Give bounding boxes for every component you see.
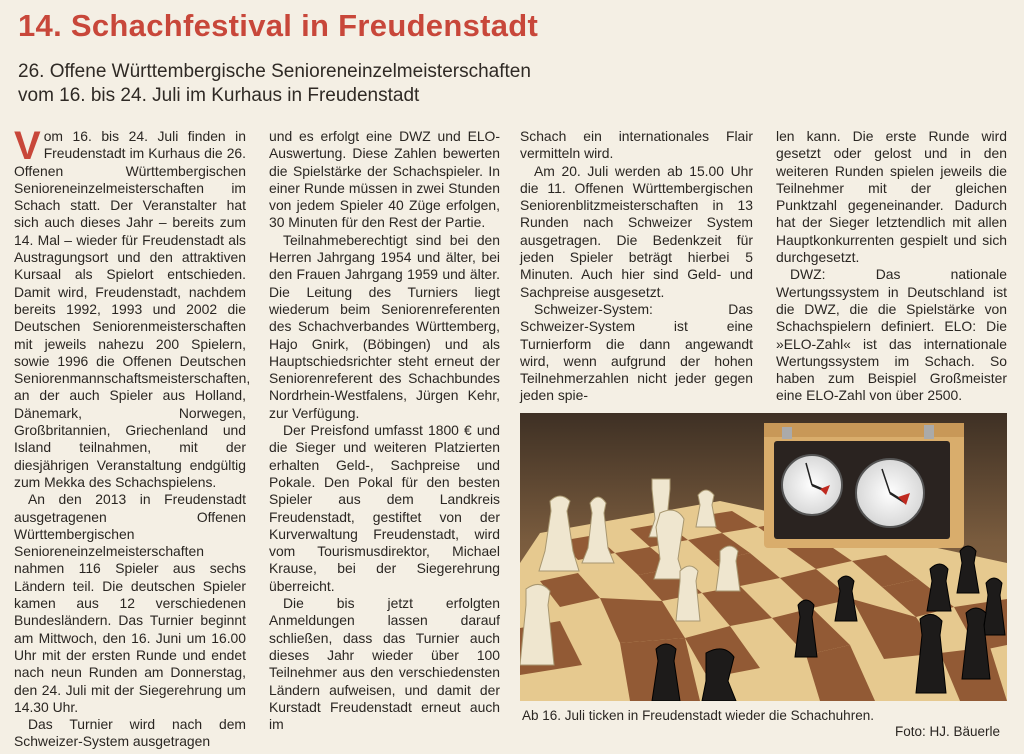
white-pawn bbox=[696, 490, 716, 527]
white-pawn bbox=[676, 566, 700, 621]
subheadline-line-2: vom 16. bis 24. Juli im Kurhaus in Freudenstadt bbox=[18, 85, 420, 106]
text-column-4 bbox=[776, 128, 1007, 405]
paragraph: Am 20. Juli werden ab 15.00 Uhr die 11. Offenen Württembergischen Seniorenblitzmeisterschaften in 13 Runden nach Schweizer System ausgetragen. Die Bedenkzeit für jeden Spieler beträgt hierbei 5 Minuten. Auch hier sind Geld- und Sachpreise ausgesetzt. bbox=[520, 162, 753, 300]
headline: 14. Schachfestival in Freudenstadt bbox=[18, 8, 539, 43]
black-pawn bbox=[835, 576, 857, 621]
chess-board-image bbox=[520, 413, 1007, 701]
paragraph: DWZ: Das nationale Wertungssystem in Deutschland ist die DWZ, die die Spielstärke von Schachspielern definiert. ELO: Die »ELO-Zahl« ist das internationale Wertungssystem im Schach. So haben zum Beispiel Großmeister eine ELO-Zahl von über 2500. bbox=[776, 266, 1007, 404]
text-column-3 bbox=[520, 128, 753, 405]
white-knight bbox=[654, 510, 684, 579]
chess-photo bbox=[520, 413, 1007, 701]
paragraph: len kann. Die erste Runde wird gesetzt oder gelost und in den weiteren Runden spielen jeweils die Teilnehmer mit der gleichen Punktzahl gegeneinander. Dadurch hat der Sieger letztendlich mit allen Hauptkonkurrenten gespielt und sich durchgesetzt. bbox=[776, 128, 1007, 266]
paragraph-text: om 16. bis 24. Juli finden in Freudenstadt im Kurhaus die 26. Offenen Württembergischen Senioreneinzelmeisterschaften im Schach statt. Der Veranstalter hat sich auch dieses Jahr – bereits zum 14. Mal – wieder für Freudenstadt als Austragungsort und den attraktiven Kursaal als Spielort entschieden. Damit wird, Freudenstadt, nachdem bereits 1992, 1993 und 2002 die Deutschen Seniorenmeisterschaften mit jeweils nahezu 200 Spielern, sowie 1996 die Offenen Deutschen Seniorenmannschaftsmeisterschaften, an der auch Spieler aus Holland, Dänemark, Norwegen, Großbritannien, Griechenland und Island teilnahmen, mit der diesjährigen Veranstaltung endgültig zum Mekka des Schachspielens. bbox=[14, 128, 251, 490]
chess-clock bbox=[764, 423, 964, 548]
black-pawn bbox=[652, 644, 680, 701]
paragraph: Die bis jetzt erfolgten Anmeldungen lassen darauf schließen, dass das Turnier auch dieses Jahr wieder über 100 Teilnehmer aus den verschiedensten Ländern aufweisen, und damit der Kurstadt Freudenstadt erneut auch im bbox=[269, 595, 500, 733]
paragraph: und es erfolgt eine DWZ und ELO-Auswertung. Diese Zahlen bewerten die Spielstärke der Schachspieler. In einer Runde müssen in zwei Stunden von jedem Spieler 40 Züge erfolgen, 30 Minuten für den Rest der Partie. bbox=[269, 128, 500, 231]
black-pawn bbox=[983, 578, 1005, 635]
text-column-2 bbox=[269, 128, 500, 733]
black-bishop bbox=[916, 614, 946, 693]
paragraph: An den 2013 in Freudenstadt ausgetragenen Offenen Württembergischen Senioreneinzelmeisterschaften nahmen 116 Spieler aus sechs Ländern teil. Die deutschen Spieler kamen aus 12 verschiedenen Bundesländern. Das Turnier beginnt am Mittwoch, den 16. Juni um 16.00 Uhr mit der ersten Runde und endet nach neun Runden am Donnerstag, den 24. Juli mit der Siegerehrung um 14.30 Uhr. bbox=[14, 491, 246, 715]
white-pawn bbox=[716, 546, 740, 591]
paragraph: Schweizer-System: Das Schweizer-System ist eine Turnierform die dann angewandt wird, wenn aufgrund der hohen Teilnehmerzahlen nicht jeder gegen jeden spie- bbox=[520, 300, 753, 404]
paragraph: Das Turnier wird nach dem Schweizer-System ausgetragen bbox=[14, 716, 246, 750]
photo-caption: Ab 16. Juli ticken in Freudenstadt wieder die Schachuhren. bbox=[522, 708, 874, 723]
paragraph bbox=[14, 124, 251, 491]
subheadline-line-1: 26. Offene Württembergische Senioreneinzelmeisterschaften bbox=[18, 61, 531, 82]
text-column-1 bbox=[14, 124, 251, 751]
drop-cap: V bbox=[14, 124, 41, 168]
subheadline bbox=[18, 60, 531, 108]
paragraph: Der Preisfond umfasst 1800 € und die Sieger und weiteren Platzierten erhalten Geld-, Sachpreise und Pokale. Den Pokal für den besten Spieler aus dem Landkreis Freudenstadt, gestiftet von der Kurverwaltung Freudenstadt, wird vom Tourismusdirektor, Michael Krause, bei der Siegerehrung überreicht. bbox=[269, 422, 500, 594]
paragraph: Teilnahmeberechtigt sind bei den Herren Jahrgang 1954 und älter, bei den Frauen Jahrgang 1959 und älter. Die Leitung des Turniers liegt wiederum beim Seniorenreferenten des Schachverbandes Württemberg, Hajo Gnirk, (Böbingen) und als Hauptschiedsrichter steht erneut der Seniorenreferent des Schachbundes Nordrhein-Westfalens, Jürgen Kehr, zur Verfügung. bbox=[269, 231, 500, 421]
photo-credit: Foto: HJ. Bäuerle bbox=[895, 724, 1001, 739]
black-pawn bbox=[927, 564, 951, 611]
paragraph: Schach ein internationales Flair vermitteln wird. bbox=[520, 128, 753, 162]
black-pawn bbox=[795, 600, 817, 657]
